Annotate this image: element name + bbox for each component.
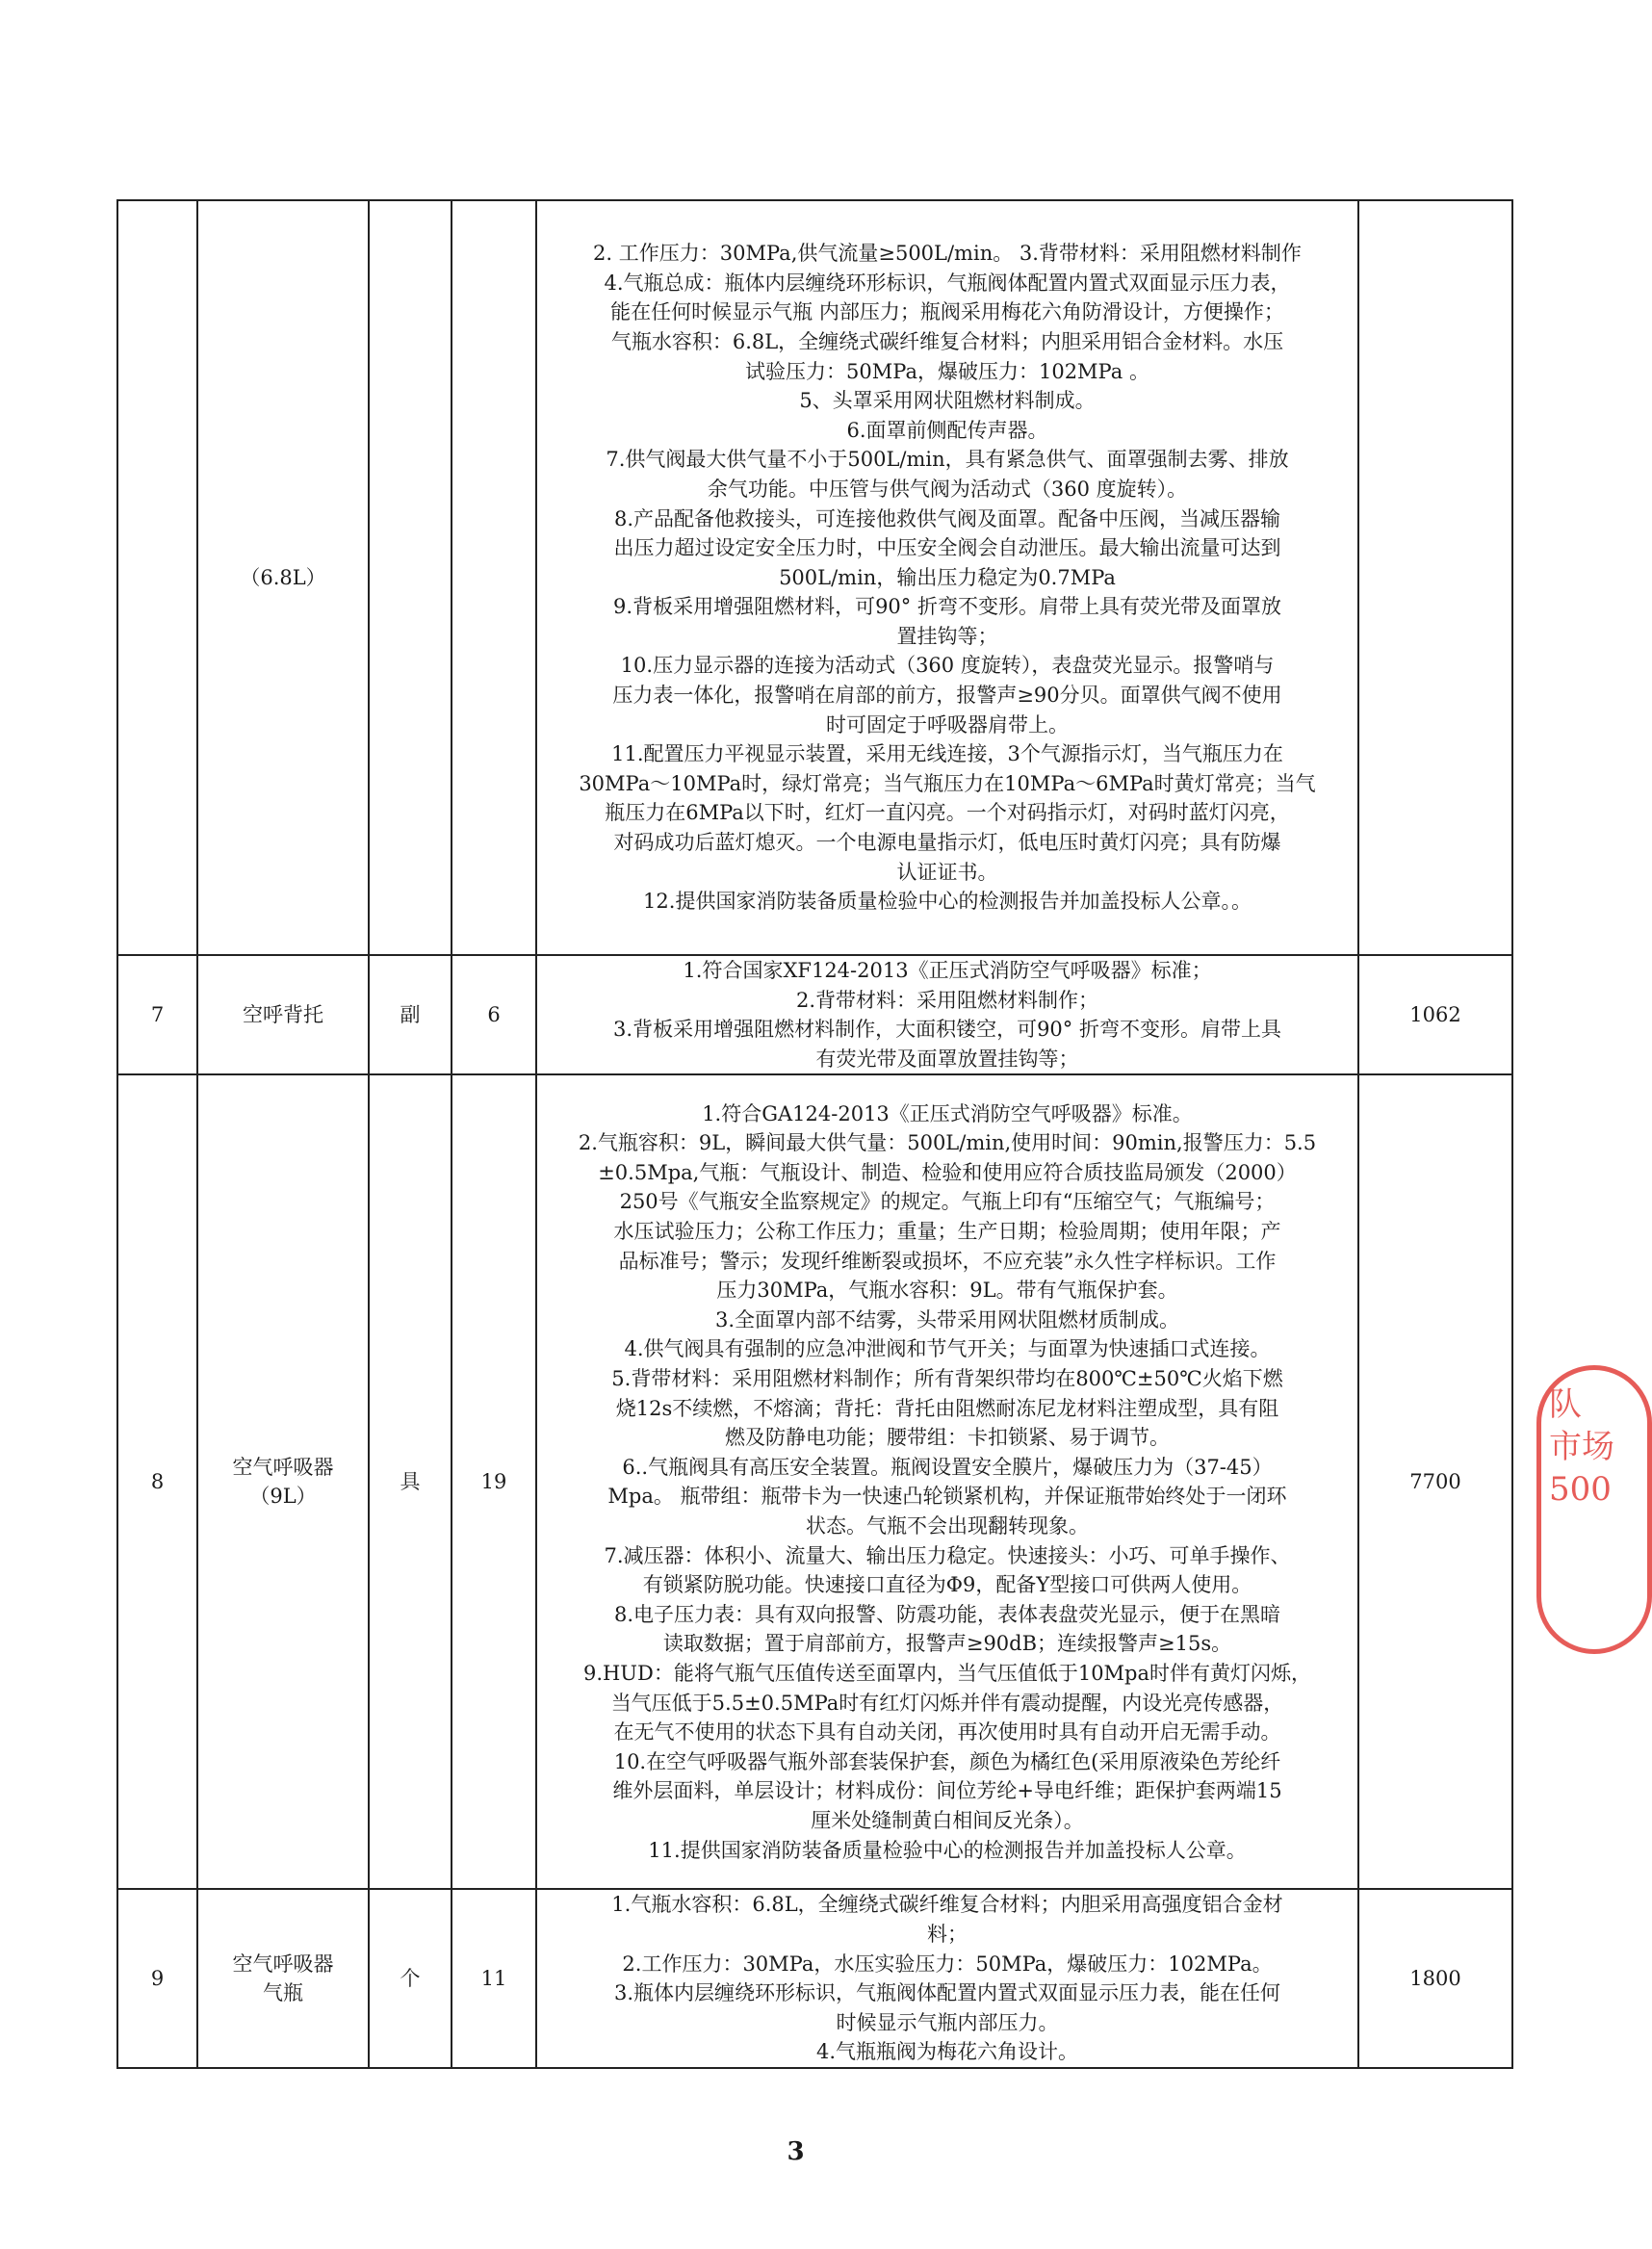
item-spec-cell: [536, 1889, 1358, 2068]
item-unit-cell: 具: [369, 1074, 452, 1889]
spec-line: 瓶压力在6MPa以下时，红灯一直闪亮。一个对码指示灯，对码时蓝灯闪亮，: [605, 801, 1290, 825]
item-name-cell: [197, 1074, 369, 1889]
item-spec-cell: [536, 200, 1358, 955]
spec-line: 7.供气阀最大供气量不小于500L/min，具有紧急供气、面罩强制去雾、排放: [606, 448, 1289, 472]
spec-line: 气瓶水容积：6.8L，全缠绕式碳纤维复合材料；内胆采用铝合金材料。水压: [610, 329, 1284, 353]
spec-line: 在无气不使用的状态下具有自动关闭，再次使用时具有自动开启无需手动。: [613, 1720, 1281, 1745]
spec-line: 有荧光带及面罩放置挂钩等；: [815, 1047, 1079, 1071]
item-number-cell: 9: [117, 1889, 197, 2068]
item-spec-cell: [536, 955, 1358, 1074]
spec-line: ±0.5Mpa,气瓶：气瓶设计、制造、检验和使用应符合质技监局颁发（2000）: [598, 1160, 1297, 1184]
item-name-line: （9L）: [249, 1485, 317, 1509]
spec-line: 11.提供国家消防装备质量检验中心的检测报告并加盖投标人公章。: [648, 1838, 1247, 1862]
item-name-line: 空呼背托: [243, 1002, 323, 1026]
table-row: [117, 200, 1512, 955]
item-unit-cell: 副: [369, 955, 452, 1074]
red-seal-stamp: [1536, 1365, 1652, 1654]
spec-line: 1.符合国家XF124-2013《正压式消防空气呼吸器》标准；: [683, 959, 1212, 982]
spec-line: 读取数据；置于肩部前方，报警声≥90dB；连续报警声≥15s。: [662, 1632, 1232, 1656]
spec-line: 2.气瓶容积：9L，瞬间最大供气量：500L/min,使用时间：90min,报警压力：5.5: [578, 1131, 1317, 1155]
spec-line: Mpa。 瓶带组：瓶带卡为一快速凸轮锁紧机构，并保证瓶带始终处于一闭环: [607, 1485, 1287, 1509]
spec-line: 余气功能。中压管与供气阀为活动式（360 度旋转）。: [707, 477, 1188, 501]
spec-line: 压力30MPa，气瓶水容积：9L。带有气瓶保护套。: [716, 1279, 1178, 1303]
spec-line: 7.减压器：体积小、流量大、输出压力稳定。快速接头：小巧、可单手操作、: [604, 1543, 1291, 1567]
spec-line: 8.产品配备他救接头，可连接他救供气阀及面罩。配备中压阀，当减压器输: [613, 506, 1281, 530]
spec-line: 6.面罩前侧配传声器。: [846, 418, 1048, 442]
table-row: [117, 1074, 1512, 1889]
spec-line: 认证证书。: [896, 860, 998, 884]
spec-line: 水压试验压力；公称工作压力；重量；生产日期；检验周期；使用年限；产: [613, 1220, 1281, 1244]
spec-line: 置挂钩等；: [896, 624, 998, 648]
spec-line: 5.背带材料：采用阻燃材料制作；所有背架织带均在800℃±50℃火焰下燃: [611, 1367, 1283, 1390]
item-unit-cell: [369, 200, 452, 955]
spec-line: 烧12s不续燃，不熔滴；背托：背托由阻燃耐冻尼龙材料注塑成型，具有阻: [615, 1396, 1279, 1420]
spec-line: 时候显示气瓶内部压力。: [836, 2010, 1059, 2034]
item-name-line: 空气呼吸器: [232, 1952, 334, 1976]
page-number: 3: [787, 2137, 805, 2166]
spec-line: 时可固定于呼吸器肩带上。: [826, 712, 1069, 737]
item-quantity-cell: 11: [452, 1889, 536, 2068]
spec-line: 状态。气瓶不会出现翻转现象。: [806, 1513, 1089, 1538]
spec-line: 3.背板采用增强阻燃材料制作，大面积镂空，可90° 折弯不变形。肩带上具: [613, 1018, 1281, 1042]
item-quantity-cell: 19: [452, 1074, 536, 1889]
spec-line: 4.气瓶总成：瓶体内层缠绕环形标识，气瓶阀体配置内置式双面显示压力表，: [604, 271, 1291, 295]
table-row: [117, 955, 1512, 1074]
spec-line: 有锁紧防脱功能。快速接口直径为Φ9，配备Y型接口可供两人使用。: [642, 1573, 1252, 1597]
spec-line: 料；: [927, 1922, 968, 1946]
spec-line: 6..气瓶阀具有高压安全装置。瓶阀设置安全膜片，爆破压力为（37-45）: [622, 1455, 1273, 1479]
spec-line: 2. 工作压力：30MPa,供气流量≥500L/min。 3.背带材料：采用阻燃材料制作: [593, 242, 1302, 266]
item-unit-cell: 个: [369, 1889, 452, 2068]
spec-line: 12.提供国家消防装备质量检验中心的检测报告并加盖投标人公章。。: [643, 890, 1252, 914]
stamp-text: 500: [1549, 1470, 1612, 1510]
spec-line: 维外层面料，单层设计；材料成份：间位芳纶+导电纤维；距保护套两端15: [612, 1779, 1282, 1803]
item-name-line: 空气呼吸器: [232, 1455, 334, 1479]
spec-line: 9.HUD：能将气瓶气压值传送至面罩内，当气压值低于10Mpa时伴有黄灯闪烁，: [582, 1661, 1312, 1685]
item-quantity-cell: [452, 200, 536, 955]
spec-line: 出压力超过设定安全压力时，中压安全阀会自动泄压。最大输出流量可达到: [613, 536, 1281, 560]
spec-line: 30MPa～10MPa时，绿灯常亮；当气瓶压力在10MPa～6MPa时黄灯常亮；当气: [579, 771, 1316, 795]
item-price-cell: 1800: [1358, 1889, 1512, 2068]
spec-line: 10.压力显示器的连接为活动式（360 度旋转），表盘荧光显示。报警哨与: [620, 654, 1275, 678]
spec-line: 4.气瓶瓶阀为梅花六角设计。: [815, 2040, 1079, 2064]
item-name-line: （6.8L）: [240, 565, 326, 589]
item-name-cell: [197, 955, 369, 1074]
spec-line: 3.全面罩内部不结雾，头带采用网状阻燃材质制成。: [714, 1307, 1180, 1331]
spec-table-body: [117, 200, 1512, 2068]
spec-line: 燃及防静电功能；腰带组：卡扣锁紧、易于调节。: [725, 1426, 1170, 1450]
spec-line: 250号《气瓶安全监察规定》的规定。气瓶上印有“压缩空气；气瓶编号；: [619, 1190, 1276, 1214]
spec-line: 1.符合GA124-2013《正压式消防空气呼吸器》标准。: [702, 1101, 1193, 1125]
item-price-cell: 7700: [1358, 1074, 1512, 1889]
item-number-cell: [117, 200, 197, 955]
table-row: [117, 1889, 1512, 2068]
spec-line: 4.供气阀具有强制的应急冲泄阀和节气开关；与面罩为快速插口式连接。: [624, 1337, 1271, 1361]
spec-line: 试验压力：50MPa，爆破压力：102MPa 。: [745, 359, 1149, 383]
item-name-cell: [197, 200, 369, 955]
item-number-cell: 8: [117, 1074, 197, 1889]
item-spec-cell: [536, 1074, 1358, 1889]
item-price-cell: [1358, 200, 1512, 955]
spec-line: 当气压低于5.5±0.5MPa时有红灯闪烁并伴有震动提醒，内设光亮传感器，: [610, 1691, 1284, 1715]
item-name-cell: [197, 1889, 369, 2068]
spec-line: 能在任何时候显示气瓶 内部压力；瓶阀采用梅花六角防滑设计，方便操作；: [610, 300, 1284, 324]
spec-line: 11.配置压力平视显示装置，采用无线连接，3个气源指示灯，当气瓶压力在: [611, 742, 1283, 766]
spec-line: 品标准号；警示；发现纤维断裂或损坏，不应充装”永久性字样标识。工作: [618, 1249, 1277, 1273]
item-price-cell: 1062: [1358, 955, 1512, 1074]
item-quantity-cell: 6: [452, 955, 536, 1074]
stamp-text: 队: [1549, 1385, 1582, 1424]
spec-line: 2.工作压力：30MPa，水压实验压力：50MPa，爆破压力：102MPa。: [622, 1952, 1273, 1976]
spec-line: 对码成功后蓝灯熄灭。一个电源电量指示灯，低电压时黄灯闪亮；具有防爆: [613, 831, 1281, 855]
spec-line: 5、头罩采用网状阻燃材料制成。: [799, 389, 1096, 413]
spec-line: 500L/min，输出压力稳定为0.7MPa: [779, 565, 1116, 589]
spec-table: [116, 199, 1513, 2069]
stamp-text: 市场: [1549, 1428, 1614, 1467]
spec-line: 2.背带材料：采用阻燃材料制作；: [795, 988, 1099, 1012]
spec-line: 10.在空气呼吸器气瓶外部套装保护套，颜色为橘红色(采用原液染色芳纶纤: [613, 1749, 1281, 1773]
item-number-cell: 7: [117, 955, 197, 1074]
spec-line: 8.电子压力表：具有双向报警、防震功能，表体表盘荧光显示，便于在黑暗: [613, 1602, 1281, 1626]
spec-line: 3.瓶体内层缠绕环形标识，气瓶阀体配置内置式双面显示压力表，能在任何: [613, 1981, 1281, 2005]
spec-line: 9.背板采用增强阻燃材料，可90° 折弯不变形。肩带上具有荧光带及面罩放: [613, 595, 1281, 619]
item-name-line: 气瓶: [263, 1981, 303, 2005]
spec-line: 厘米处缝制黄白相间反光条）。: [811, 1808, 1084, 1832]
spec-line: 1.气瓶水容积：6.8L，全缠绕式碳纤维复合材料；内胆采用高强度铝合金材: [611, 1893, 1283, 1917]
spec-line: 压力表一体化，报警哨在肩部的前方，报警声≥90分贝。面罩供气阀不使用: [612, 684, 1282, 708]
